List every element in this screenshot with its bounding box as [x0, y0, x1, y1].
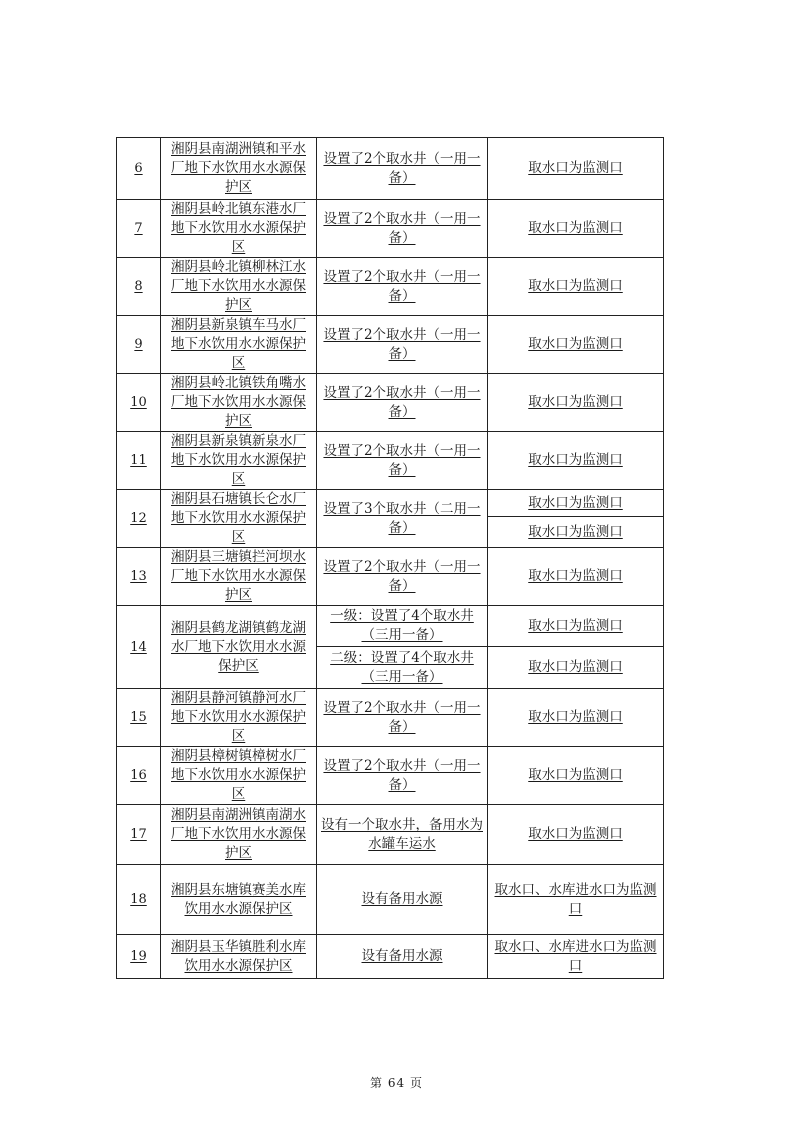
source-name: 湘阴县南湖洲镇和平水厂地下水饮用水水源保护区 [161, 138, 317, 200]
source-name: 湘阴县新泉镇车马水厂地下水饮用水水源保护区 [161, 316, 317, 374]
well-setup: 设有一个取水井，备用水为水罐车运水 [317, 805, 488, 865]
row-number: 11 [117, 432, 161, 490]
monitoring-point: 取水口为监测口 [488, 647, 664, 689]
source-name: 湘阴县岭北镇东港水厂地下水饮用水水源保护区 [161, 200, 317, 258]
monitoring-point: 取水口、水库进水口为监测口 [488, 865, 664, 935]
row-number: 9 [117, 316, 161, 374]
row-number: 6 [117, 138, 161, 200]
row-number: 18 [117, 865, 161, 935]
row-number: 12 [117, 490, 161, 548]
well-setup: 设置了2个取水井（一用一备） [317, 432, 488, 490]
well-setup: 设置了2个取水井（一用一备） [317, 747, 488, 805]
source-name: 湘阴县鹤龙湖镇鹤龙湖水厂地下水饮用水水源保护区 [161, 606, 317, 689]
well-setup: 设置了2个取水井（一用一备） [317, 548, 488, 606]
source-name: 湘阴县静河镇静河水厂地下水饮用水水源保护区 [161, 689, 317, 747]
source-name: 湘阴县石塘镇长仑水厂地下水饮用水水源保护区 [161, 490, 317, 548]
monitoring-point: 取水口为监测口 [488, 316, 664, 374]
well-setup: 二级：设置了4个取水井（三用一备） [317, 647, 488, 689]
table-row [117, 432, 664, 490]
well-setup: 设置了2个取水井（一用一备） [317, 374, 488, 432]
table-row [117, 548, 664, 606]
row-number: 17 [117, 805, 161, 865]
table-body [117, 138, 664, 979]
monitoring-point: 取水口为监测口 [488, 258, 664, 316]
well-setup: 设置了2个取水井（一用一备） [317, 138, 488, 200]
source-name: 湘阴县玉华镇胜利水库饮用水水源保护区 [161, 935, 317, 979]
table-row [117, 490, 664, 517]
row-number: 10 [117, 374, 161, 432]
page-number: 第 64 页 [370, 1076, 423, 1090]
row-number: 16 [117, 747, 161, 805]
table-row [117, 606, 664, 647]
monitoring-point: 取水口为监测口 [488, 138, 664, 200]
monitoring-point: 取水口为监测口 [488, 200, 664, 258]
well-setup: 设有备用水源 [317, 935, 488, 979]
table-row [117, 258, 664, 316]
source-name: 湘阴县新泉镇新泉水厂地下水饮用水水源保护区 [161, 432, 317, 490]
source-name: 湘阴县东塘镇赛美水库饮用水水源保护区 [161, 865, 317, 935]
source-name: 湘阴县岭北镇铁角嘴水厂地下水饮用水水源保护区 [161, 374, 317, 432]
row-number: 15 [117, 689, 161, 747]
source-name: 湘阴县南湖洲镇南湖水厂地下水饮用水水源保护区 [161, 805, 317, 865]
source-name: 湘阴县樟树镇樟树水厂地下水饮用水水源保护区 [161, 747, 317, 805]
well-setup: 设置了2个取水井（一用一备） [317, 316, 488, 374]
monitoring-point: 取水口为监测口 [488, 374, 664, 432]
table-row [117, 138, 664, 200]
source-name: 湘阴县岭北镇柳林江水厂地下水饮用水水源保护区 [161, 258, 317, 316]
monitoring-point: 取水口为监测口 [488, 548, 664, 606]
monitoring-point: 取水口为监测口 [488, 747, 664, 805]
row-number: 14 [117, 606, 161, 689]
row-number: 7 [117, 200, 161, 258]
table-row [117, 865, 664, 935]
well-setup: 一级：设置了4个取水井（三用一备） [317, 606, 488, 647]
monitoring-point: 取水口、水库进水口为监测口 [488, 935, 664, 979]
monitoring-point: 取水口为监测口 [488, 432, 664, 490]
well-setup: 设置了2个取水井（一用一备） [317, 258, 488, 316]
well-setup: 设有备用水源 [317, 865, 488, 935]
table-row [117, 200, 664, 258]
monitoring-point: 取水口为监测口 [488, 689, 664, 747]
monitoring-point: 取水口为监测口 [488, 805, 664, 865]
monitoring-point: 取水口为监测口 [488, 517, 664, 548]
row-number: 8 [117, 258, 161, 316]
table-row [117, 747, 664, 805]
table-row [117, 935, 664, 979]
source-name: 湘阴县三塘镇拦河坝水厂地下水饮用水水源保护区 [161, 548, 317, 606]
table-row [117, 805, 664, 865]
table-row [117, 689, 664, 747]
water-source-table [116, 137, 664, 979]
table-row [117, 374, 664, 432]
row-number: 13 [117, 548, 161, 606]
well-setup: 设置了2个取水井（一用一备） [317, 689, 488, 747]
well-setup: 设置了3个取水井（二用一备） [317, 490, 488, 548]
well-setup: 设置了2个取水井（一用一备） [317, 200, 488, 258]
row-number: 19 [117, 935, 161, 979]
monitoring-point: 取水口为监测口 [488, 606, 664, 647]
monitoring-point: 取水口为监测口 [488, 490, 664, 517]
table-row [117, 316, 664, 374]
